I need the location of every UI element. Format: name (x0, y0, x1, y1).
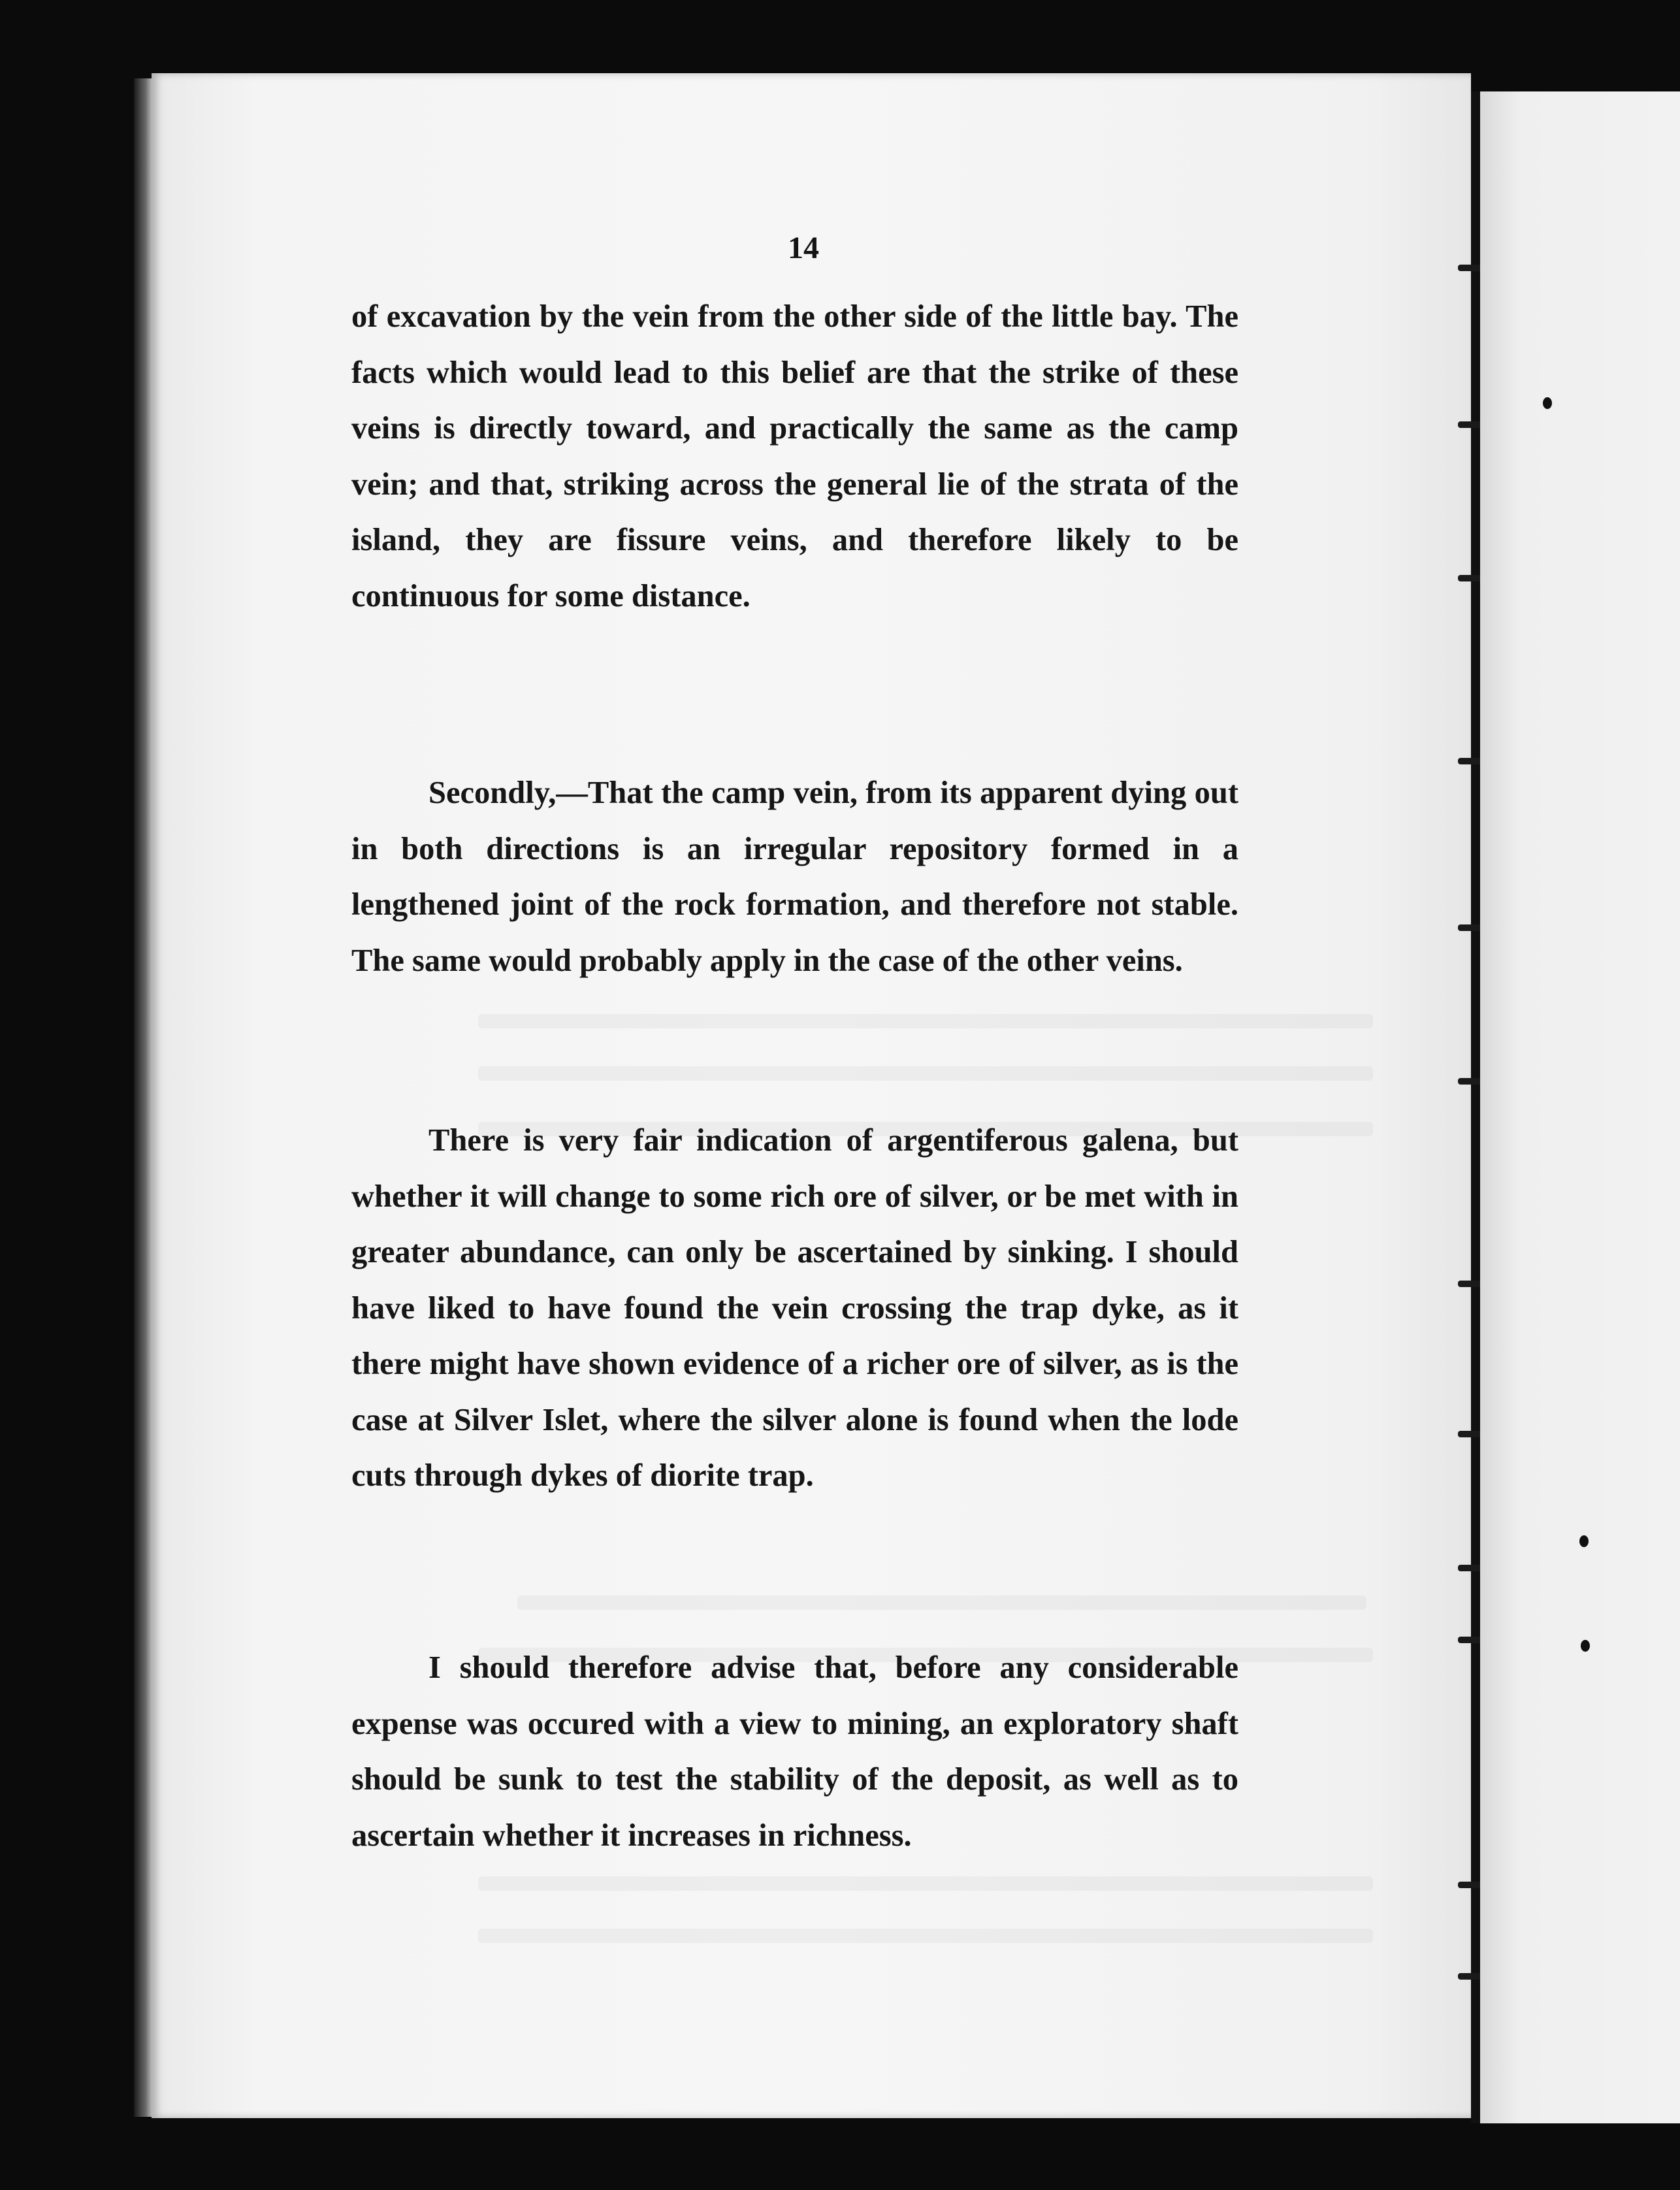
paragraph-recommendation: I should therefore advise that, before any considerable expense was occured with a view to mining, an exploratory shaft should be sunk to test the stability of the deposit, as well as to ascertain whether it increases in richness. (351, 1650, 1238, 1853)
ink-speck (1543, 397, 1552, 409)
page-edge-shadow (134, 78, 153, 2117)
paragraph-secondly: Secondly,—That the camp vein, from its apparent dying out in both directions is an irregular repository formed in a lengthened joint of the rock formation, and therefore not stable. The same would probably apply in the case of the other veins. (351, 776, 1238, 978)
page-number: 14 (788, 231, 819, 265)
bleed-through-line (478, 1929, 1373, 1943)
facing-page-edge (1480, 91, 1680, 2123)
bleed-through-line (478, 1876, 1373, 1891)
bleed-through-line (517, 1595, 1366, 1610)
paragraph-continuation: of excavation by the vein from the other side of the little bay. The facts which would lead to this belief are that the strike of these veins is directly toward, and practically the same as the camp vein; and that, striking across the general lie of the strata of the island, they are fissure veins, and therefore likely to be continuous for some distance. (351, 299, 1238, 613)
ink-speck (1581, 1640, 1590, 1652)
book-spine (1471, 91, 1480, 2123)
bleed-through-line (478, 1066, 1373, 1081)
bleed-through-line (478, 1014, 1373, 1028)
paragraph-galena: There is very fair indication of argentiferous galena, but whether it will change to some rich ore of silver, or be met with in greater abundance, can only be ascertained by sinking. I should have liked to have found the vein crossing the trap dyke, as it there might have shown evidence of a richer ore of silver, as is the case at Silver Islet, where the silver alone is found when the lode cuts through dykes of diorite trap. (351, 1123, 1238, 1493)
ink-speck (1579, 1535, 1589, 1547)
